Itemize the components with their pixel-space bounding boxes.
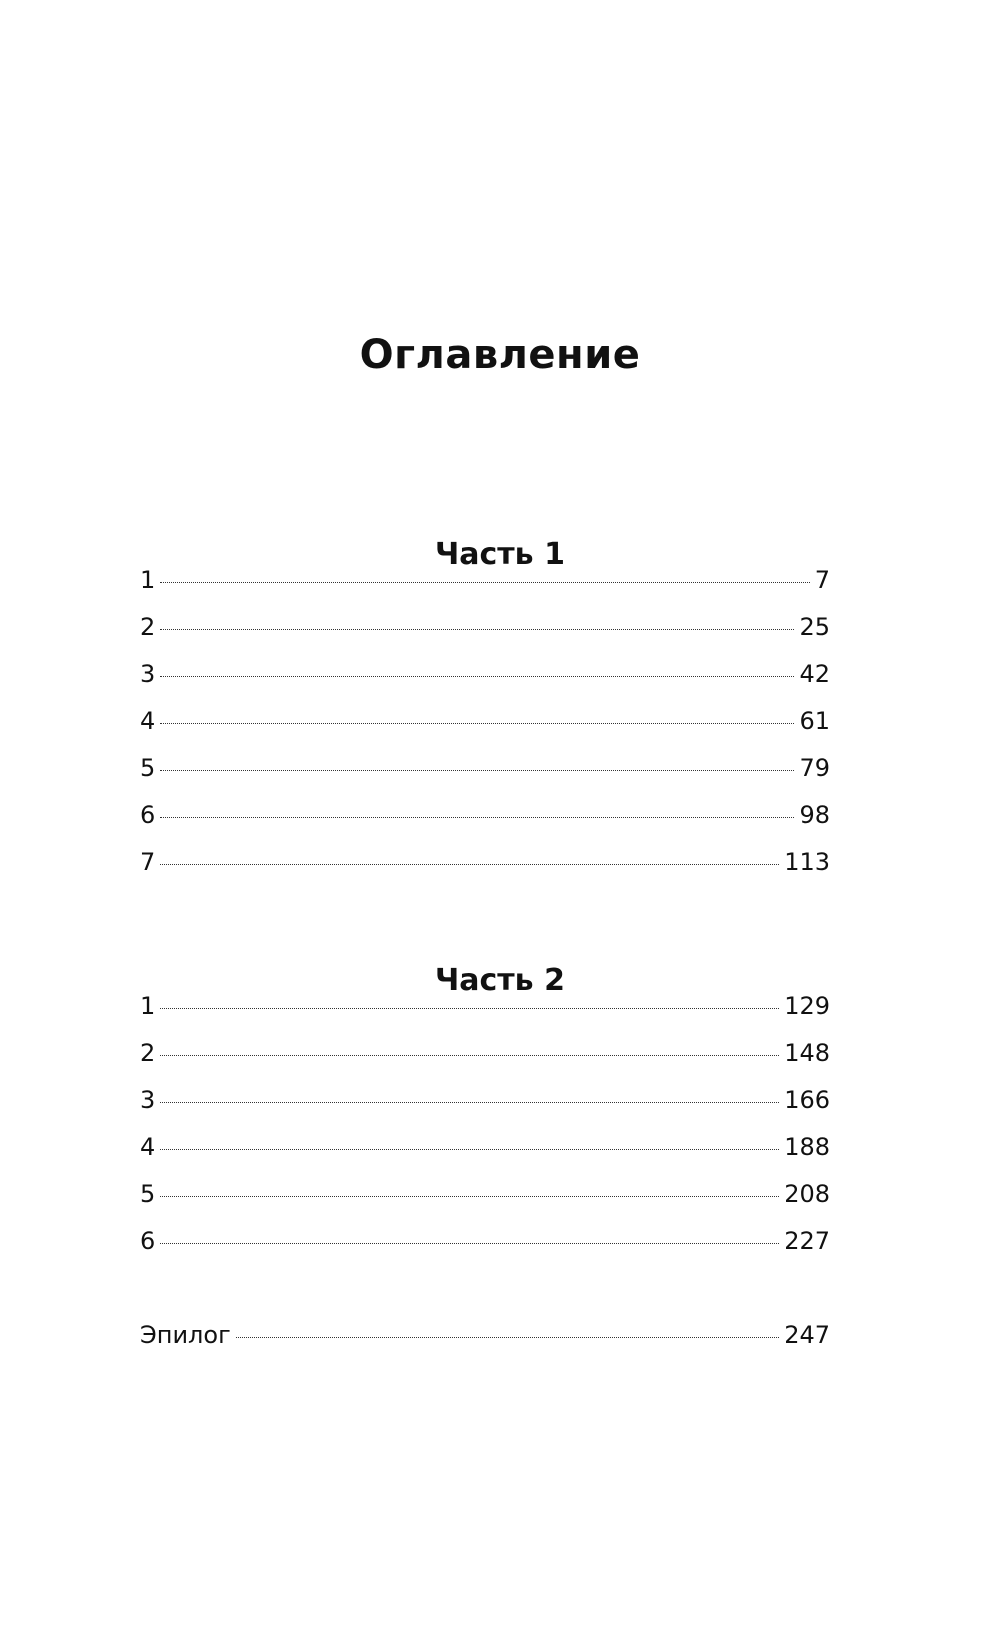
dot-leader bbox=[160, 1196, 779, 1197]
toc-entry-page: 42 bbox=[799, 660, 830, 688]
toc-entry-page: 61 bbox=[799, 707, 830, 735]
toc-entry-label: 3 bbox=[140, 1086, 156, 1114]
toc-entry-page: 7 bbox=[814, 566, 830, 594]
toc-entry[interactable] bbox=[140, 1179, 830, 1226]
toc-entry-label: 6 bbox=[140, 1227, 156, 1255]
toc-entry-page: 188 bbox=[784, 1133, 830, 1161]
toc-entry[interactable] bbox=[140, 1085, 830, 1132]
toc-entry-page: 25 bbox=[799, 613, 830, 641]
toc-entry-label: Эпилог bbox=[140, 1321, 231, 1349]
toc-entry[interactable] bbox=[140, 753, 830, 800]
toc-entry-page: 166 bbox=[784, 1086, 830, 1114]
dot-leader bbox=[160, 582, 809, 583]
toc-entry[interactable] bbox=[140, 659, 830, 706]
toc-entry-page: 227 bbox=[784, 1227, 830, 1255]
dot-leader bbox=[160, 723, 794, 724]
toc-entry-label: 5 bbox=[140, 754, 156, 782]
toc-entry[interactable] bbox=[140, 565, 830, 612]
toc-entry-label: 4 bbox=[140, 707, 156, 735]
toc-entry[interactable] bbox=[140, 991, 830, 1038]
part-1-heading: Часть 1 bbox=[435, 536, 565, 572]
dot-leader bbox=[160, 676, 794, 677]
toc-entry-label: 5 bbox=[140, 1180, 156, 1208]
dot-leader bbox=[160, 864, 779, 865]
page-title: Оглавление bbox=[359, 331, 641, 378]
toc-entry-label: 6 bbox=[140, 801, 156, 829]
toc-entry[interactable] bbox=[140, 706, 830, 753]
toc-entry-label: 2 bbox=[140, 613, 156, 641]
toc-entry-label: 1 bbox=[140, 992, 156, 1020]
toc-entry[interactable] bbox=[140, 1132, 830, 1179]
toc-entry-label: 7 bbox=[140, 848, 156, 876]
toc-entry-page: 113 bbox=[784, 848, 830, 876]
dot-leader bbox=[160, 1008, 779, 1009]
dot-leader bbox=[236, 1337, 780, 1338]
toc-entry-label: 4 bbox=[140, 1133, 156, 1161]
dot-leader bbox=[160, 1055, 779, 1056]
toc-entry[interactable] bbox=[140, 847, 830, 894]
toc-entry-page: 247 bbox=[784, 1321, 830, 1349]
part-2-heading: Часть 2 bbox=[435, 962, 565, 998]
part-1-toc bbox=[140, 565, 830, 894]
toc-entry-label: 1 bbox=[140, 566, 156, 594]
dot-leader bbox=[160, 817, 794, 818]
dot-leader bbox=[160, 629, 794, 630]
toc-entry-page: 148 bbox=[784, 1039, 830, 1067]
part-2-toc bbox=[140, 991, 830, 1273]
dot-leader bbox=[160, 1149, 779, 1150]
toc-entry[interactable] bbox=[140, 612, 830, 659]
toc-entry-page: 129 bbox=[784, 992, 830, 1020]
epilogue-toc bbox=[140, 1320, 830, 1367]
toc-entry-label: 2 bbox=[140, 1039, 156, 1067]
toc-entry-page: 79 bbox=[799, 754, 830, 782]
toc-entry[interactable] bbox=[140, 1038, 830, 1085]
dot-leader bbox=[160, 1102, 779, 1103]
toc-entry-page: 208 bbox=[784, 1180, 830, 1208]
toc-entry-label: 3 bbox=[140, 660, 156, 688]
toc-entry[interactable] bbox=[140, 800, 830, 847]
toc-entry-epilogue[interactable] bbox=[140, 1320, 830, 1367]
dot-leader bbox=[160, 1243, 779, 1244]
dot-leader bbox=[160, 770, 794, 771]
toc-entry-page: 98 bbox=[799, 801, 830, 829]
toc-entry[interactable] bbox=[140, 1226, 830, 1273]
